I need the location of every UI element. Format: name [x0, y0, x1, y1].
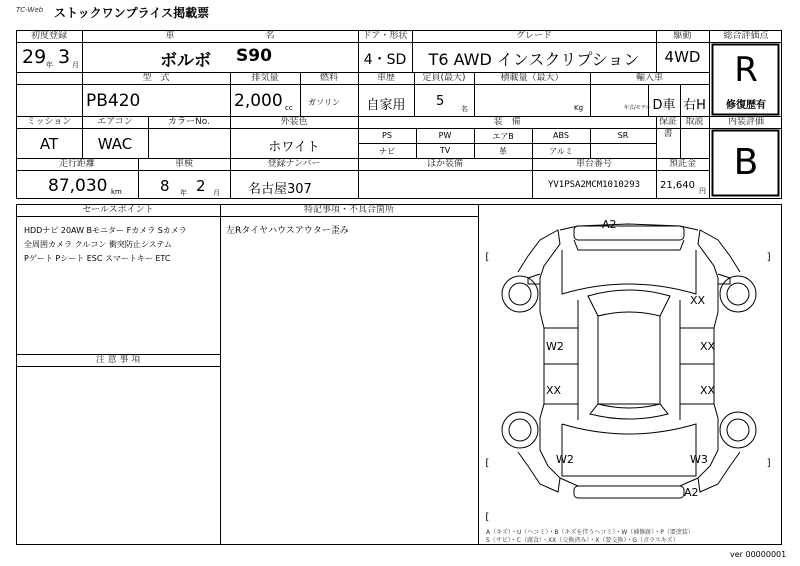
equip-item: ナビ: [379, 147, 395, 156]
total-rating-value: R: [734, 50, 758, 90]
year-model-label: 年式/モデル: [624, 105, 651, 111]
name-label: 名: [265, 31, 275, 41]
mission-label: ミッション: [26, 117, 72, 127]
color-no-label: カラーNo.: [168, 117, 210, 127]
displacement-label: 排気量: [251, 73, 279, 83]
sales-point-line: Pゲート Pシート ESC スマートキー ETC: [24, 254, 171, 263]
other-equip-label: ほか装備: [426, 159, 463, 169]
notes-label: 特記事項・不具合箇所: [303, 205, 394, 215]
equip-item: エアB: [492, 132, 514, 141]
manual-label: 取説: [685, 117, 704, 127]
history-value: 自家用: [366, 98, 406, 113]
page-title: ストックワンプライス掲載票: [54, 6, 210, 20]
logo: TC-Web: [16, 6, 44, 14]
maker-label: 車: [165, 31, 175, 41]
warranty-label: 保証書: [658, 117, 677, 139]
import-label: 輸入車: [635, 73, 663, 83]
version-label: ver 00000001: [730, 550, 787, 559]
capacity-label: 定員(最大): [422, 73, 466, 83]
capacity-unit: 名: [461, 105, 468, 113]
sales-point-line: 全周囲カメラ クルコン 衝突防止システム: [24, 240, 173, 249]
inspection-year-unit: 年: [180, 189, 187, 197]
chassis-label: 車台番号: [575, 159, 612, 169]
door-value: 4・SD: [363, 52, 407, 68]
import-dealer-value: D車: [652, 98, 676, 113]
caution-label: 注 意 事 項: [95, 355, 141, 365]
color-value: ホワイト: [268, 140, 320, 155]
legend-line: A（キズ）・U（ヘコミ）・B（キズを伴うヘコミ）・W（補修跡）・P（要塗装）: [486, 529, 694, 536]
damage-mark: XX: [690, 294, 706, 307]
drive-value: 4WD: [664, 48, 701, 66]
total-rating-label: 総合評価点: [723, 31, 769, 41]
model-value: S90: [236, 46, 272, 66]
history-label: 車歴: [376, 73, 395, 83]
interior-rating-value: B: [733, 142, 759, 183]
damage-mark: W3: [690, 453, 708, 466]
equip-item: 革: [499, 147, 507, 156]
equip-item: TV: [439, 146, 451, 155]
plate-label: 登録ナンバー: [267, 159, 321, 169]
bracket-bottom-left: [: [484, 512, 491, 523]
first-reg-month-unit: 月: [72, 61, 79, 69]
type-value: PB420: [86, 91, 141, 111]
first-reg-year-unit: 年: [46, 61, 53, 69]
car-damage-diagram: [478, 204, 781, 544]
damage-mark: XX: [700, 384, 716, 397]
inspection-month: 2: [196, 177, 206, 195]
maker-value: ボルボ: [160, 51, 211, 71]
capacity-value: 5: [436, 94, 445, 109]
plate-value: 名古屋307: [248, 182, 312, 197]
first-reg-month: 3: [58, 46, 71, 68]
bracket-left-bottom: [: [484, 458, 491, 469]
sales-point-line: HDDナビ 20AW Bモニター Fカメラ Sカメラ: [24, 226, 187, 235]
inspection-label: 車検: [174, 159, 193, 169]
damage-mark: W2: [556, 453, 574, 466]
displacement-unit: cc: [285, 104, 293, 112]
load-label: 積載量（最大）: [500, 73, 564, 83]
recycle-label: 預託金: [668, 159, 696, 169]
mission-value: AT: [39, 135, 59, 153]
interior-rating-label: 内装評価: [727, 117, 764, 127]
inspection-year: 8: [160, 177, 170, 195]
bracket-right-bottom: ]: [766, 458, 773, 469]
equip-item: アルミ: [549, 147, 573, 156]
equip-item: PW: [438, 131, 452, 140]
inspection-month-unit: 月: [213, 189, 220, 197]
chassis-value: YV1PSA2MCM1010293: [547, 180, 641, 190]
grade-value: T6 AWD インスクリプション: [428, 50, 640, 69]
aircon-value: WAC: [97, 135, 133, 153]
type-label: 型 式: [142, 73, 170, 83]
bracket-left-top: [: [484, 252, 491, 263]
aircon-label: エアコン: [97, 117, 133, 127]
fuel-value: ガソリン: [308, 98, 340, 107]
mileage-value: 87,030: [48, 176, 108, 196]
damage-mark: A2: [602, 218, 617, 231]
load-unit: Kg: [574, 104, 584, 112]
drive-label: 駆動: [673, 31, 692, 41]
notes-text: 左Rタイヤハウスアウター歪み: [226, 226, 349, 236]
first-reg-year: 29: [22, 46, 47, 68]
color-label: 外装色: [280, 117, 308, 127]
legend-line: S（サビ）・C（腐食）・XX（交換済み）・X（要交換）・G（ガラスキズ）: [486, 537, 679, 544]
damage-mark: XX: [700, 340, 716, 353]
bracket-right-top: ]: [766, 252, 773, 263]
total-rating-note: 修復歴有: [726, 100, 766, 111]
damage-mark: XX: [546, 384, 562, 397]
displacement-value: 2,000: [234, 91, 283, 111]
mileage-label: 走行距離: [58, 159, 95, 169]
equip-item: ABS: [553, 131, 569, 140]
equip-item: PS: [382, 131, 392, 140]
first-reg-label: 初度登録: [30, 31, 67, 41]
sales-point-list: [24, 224, 187, 266]
equip-item: SR: [617, 131, 629, 140]
recycle-value: 21,640: [660, 180, 695, 191]
grade-label: グレード: [515, 31, 552, 41]
handle-value: 右H: [683, 98, 706, 113]
fuel-label: 燃料: [319, 73, 338, 83]
equipment-label: 装 備: [493, 117, 521, 127]
sales-point-label: セールスポイント: [82, 205, 154, 215]
door-label: ドア・形状: [362, 31, 408, 41]
mileage-unit: km: [111, 188, 122, 196]
recycle-unit: 円: [699, 187, 706, 195]
damage-mark: A2: [684, 486, 699, 499]
damage-mark: W2: [546, 340, 564, 353]
